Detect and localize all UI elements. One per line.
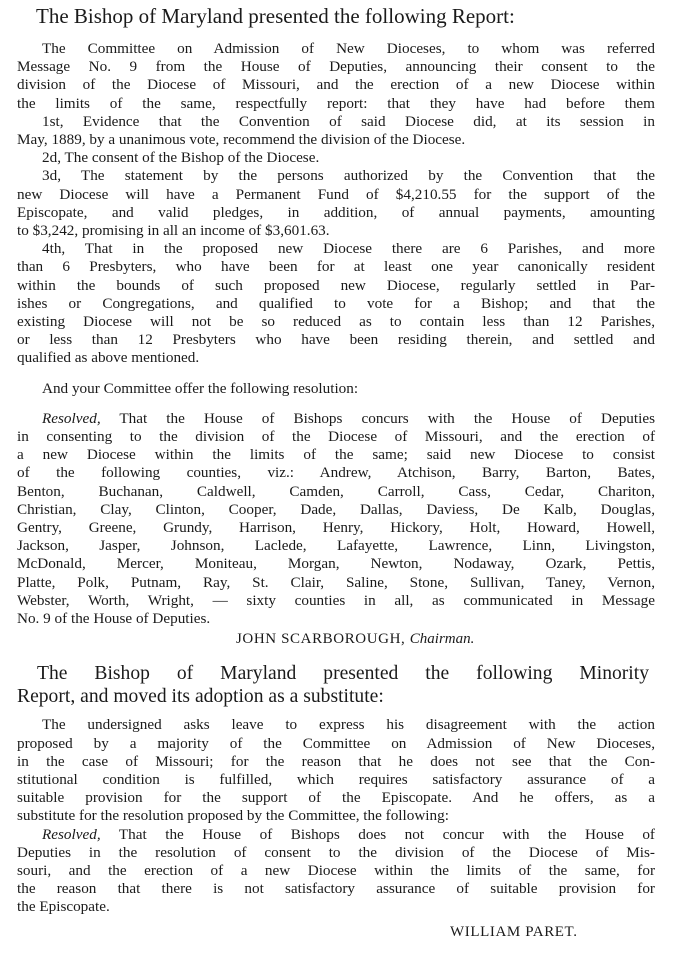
resolved-word: Resolved,	[42, 409, 101, 427]
signer-name: JOHN SCARBOROUGH,	[236, 631, 406, 648]
resolution-line: Gentry, Greene, Grundy, Harrison, Henry, Hickory, Holt, Howard, Howell,	[17, 519, 655, 537]
minority-body-line: in the case of Missouri; for the reason that he does not see that the Con-	[17, 752, 655, 770]
intro-line: The Committee on Admission of New Dioceses, to whom was referred	[42, 40, 655, 57]
item-3-line: 3d, The statement by the persons authorized by the Convention that the	[42, 167, 655, 185]
item-4-line: qualified as above mentioned.	[17, 349, 200, 367]
resolution-line: Benton, Buchanan, Caldwell, Camden, Carroll, Cass, Cedar, Chariton,	[17, 482, 655, 500]
minority-resolution-line: the Episcopate.	[17, 898, 110, 916]
resolution-first-line	[17, 410, 655, 428]
resolution-line: Webster, Worth, Wright, — sixty counties in all, as communicated in Message	[17, 591, 655, 609]
minority-resolution-line: Deputies in the resolution of consent to the division of the Diocese of Mis-	[17, 843, 655, 861]
item-3-line: Episcopate, and valid pledges, in addition, of annual payments, amounting	[17, 203, 655, 221]
spacer	[0, 368, 676, 380]
minority-heading-line: The Bishop of Maryland presented the following Minority	[37, 663, 649, 685]
item-4-line: than 6 Presbyters, who have been for at least one year canonically resident	[17, 258, 655, 276]
minority-body-line: The undersigned asks leave to express his disagreement with the action	[42, 716, 655, 734]
resolution-first-line-text: That the House of Bishops concurs with the House of Deputies	[119, 409, 655, 427]
minority-resolution-line: the reason that there is not satisfactory assurance of suitable provision for	[17, 880, 655, 898]
minority-heading-line: Report, and moved its adoption as a substitute:	[17, 686, 384, 708]
item-4-line: or less than 12 Presbyters who have been residing therein, and settled and	[17, 331, 655, 349]
chairman-signature	[236, 630, 676, 648]
item-1-line: May, 1889, by a unanimous vote, recommend the division of the Diocese.	[17, 131, 466, 149]
resolution-line: Christian, Clay, Clinton, Cooper, Dade, Dallas, Daviess, De Kalb, Douglas,	[17, 500, 655, 518]
spacer	[0, 398, 676, 410]
minority-resolution-first-line	[17, 826, 655, 844]
minority-report-heading	[17, 662, 649, 708]
report-body	[17, 40, 655, 368]
item-1-line: 1st, Evidence that the Convention of said Diocese did, at its session in	[42, 112, 655, 130]
minority-signature	[450, 923, 676, 941]
item-4-line: existing Diocese will not be so reduced as to contain less than 12 Parishes,	[17, 313, 655, 331]
minority-resolution-first-line-text: That the House of Bishops does not concur with the House of	[118, 825, 655, 843]
resolution-line: No. 9 of the House of Deputies.	[17, 610, 211, 628]
report-heading: The Bishop of Maryland presented the following Report:	[36, 4, 515, 28]
resolution-line: McDonald, Mercer, Moniteau, Morgan, Newton, Nodaway, Ozark, Pettis,	[17, 555, 655, 573]
item-3-line: new Diocese will have a Permanent Fund of $4,210.55 for the support of the	[17, 185, 655, 203]
intro-line: Message No. 9 from the House of Deputies, announcing their consent to the	[17, 58, 655, 76]
resolution-paragraph	[17, 410, 655, 628]
resolution-line: a new Diocese within the limits of the same; said new Diocese to consist	[17, 446, 655, 464]
minority-resolution-line: souri, and the erection of a new Diocese within the limits of the same, for	[17, 861, 655, 879]
resolution-line: Platte, Polk, Putnam, Ray, St. Clair, Saline, Stone, Sullivan, Taney, Vernon,	[17, 573, 655, 591]
intro-line: the limits of the same, respectfully report: that they have had before them	[17, 94, 655, 112]
minority-body	[17, 716, 655, 916]
resolved-word: Resolved,	[42, 825, 101, 843]
intro-line: division of the Diocese of Missouri, and the erection of a new Diocese within	[17, 76, 655, 94]
offer-paragraph	[17, 380, 655, 398]
item-2-line: 2d, The consent of the Bishop of the Diocese.	[42, 149, 320, 167]
item-3-line: to $3,242, promising in all an income of $3,601.63.	[17, 222, 330, 240]
item-4-line: within the bounds of such proposed new Diocese, regularly settled in Par-	[17, 276, 655, 294]
minority-body-line: stitutional condition is fulfilled, which requires satisfactory assurance of a	[17, 770, 655, 788]
offer-line: And your Committee offer the following resolution:	[42, 379, 359, 397]
item-4-line: ishes or Congregations, and qualified to vote for a Bishop; and that the	[17, 294, 655, 312]
minority-body-line: suitable provision for the support of the Episcopate. And he offers, as a	[17, 789, 655, 807]
resolution-line: in consenting to the division of the Diocese of Missouri, and the erection of	[17, 428, 655, 446]
resolution-line: of the following counties, viz.: Andrew, Atchison, Barry, Barton, Bates,	[17, 464, 655, 482]
minority-signer-name: WILLIAM PARET.	[450, 923, 578, 940]
minority-body-line: substitute for the resolution proposed by the Committee, the following:	[17, 807, 449, 825]
minority-body-line: proposed by a majority of the Committee on Admission of New Dioceses,	[17, 734, 655, 752]
resolution-line: Jackson, Jasper, Johnson, Laclede, Lafayette, Lawrence, Linn, Livingston,	[17, 537, 655, 555]
item-4-line: 4th, That in the proposed new Diocese there are 6 Parishes, and more	[42, 240, 655, 258]
signer-title: Chairman.	[409, 631, 475, 648]
